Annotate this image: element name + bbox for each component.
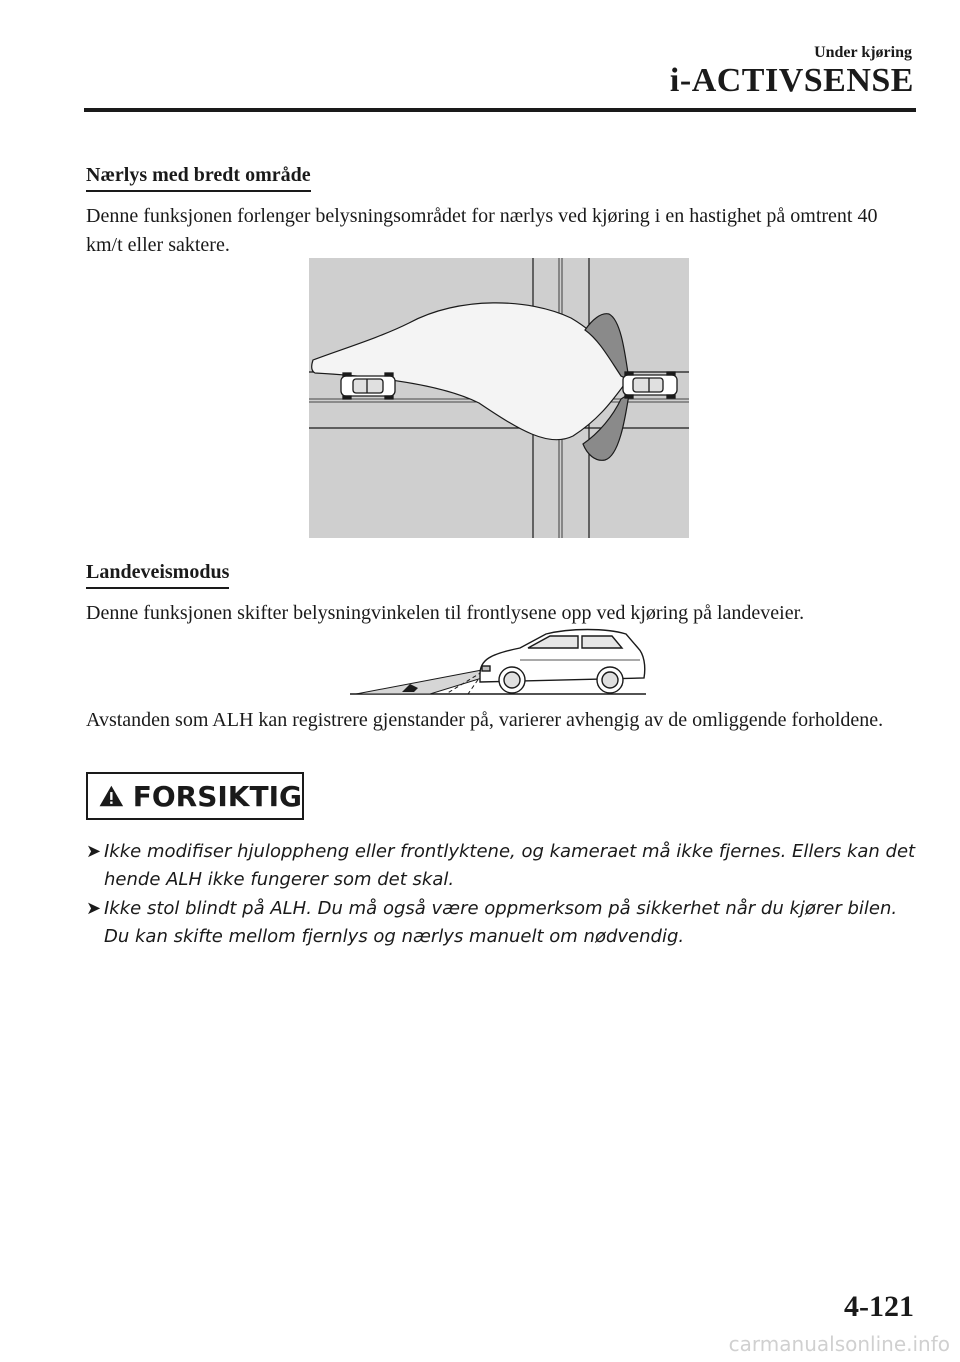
section-heading-text: Landeveismodus: [86, 561, 229, 589]
running-header-chapter: i-ACTIVSENSE: [669, 62, 914, 99]
intersection-beam-illustration: [309, 258, 689, 538]
page-number: 4-121: [844, 1290, 914, 1323]
arrow-bullet-icon: ➤: [86, 898, 102, 919]
section-paragraph-wide-low-beam: Denne funksjonen forlenger belysningsområdet for nærlys ved kjøring i en hastighet på omtrent 40 km/t eller saktere.: [86, 205, 878, 256]
caution-item: [86, 838, 916, 894]
section-heading-wide-low-beam: [86, 164, 311, 192]
car-left: [341, 373, 395, 399]
caution-item: [86, 895, 916, 951]
header-rule: [84, 108, 916, 112]
caution-item-text: Ikke modifiser hjuloppheng eller frontlyktene, og kameraet må ikke fjernes. Ellers kan det hende ALH ikke fungerer som det skal.: [104, 841, 916, 890]
alh-distance-paragraph: Avstanden som ALH kan registrere gjenstander på, varierer avhengig av de omliggende forholdene.: [86, 709, 884, 731]
car-right: [623, 372, 677, 398]
section-heading-motorway-mode: [86, 561, 229, 589]
warning-triangle-icon: [98, 781, 125, 811]
car-beam-angle-illustration: [350, 624, 650, 698]
running-header-section: Under kjøring: [814, 44, 912, 61]
section-paragraph-motorway-mode: Denne funksjonen skifter belysningvinkelen til frontlysene opp ved kjøring på landeveier.: [86, 602, 805, 624]
caution-label: FORSIKTIG: [132, 779, 302, 813]
caution-list: [86, 838, 916, 952]
watermark-text: carmanualsonline.info: [728, 1332, 950, 1356]
caution-label-box: [86, 772, 304, 820]
caution-item-text: Ikke stol blindt på ALH. Du må også være oppmerksom på sikkerhet når du kjører bilen. Du kan skifte mellom fjernlys og nærlys manuelt om nødvendig.: [104, 898, 898, 947]
section-heading-text: Nærlys med bredt område: [86, 164, 311, 192]
arrow-bullet-icon: ➤: [86, 841, 102, 862]
